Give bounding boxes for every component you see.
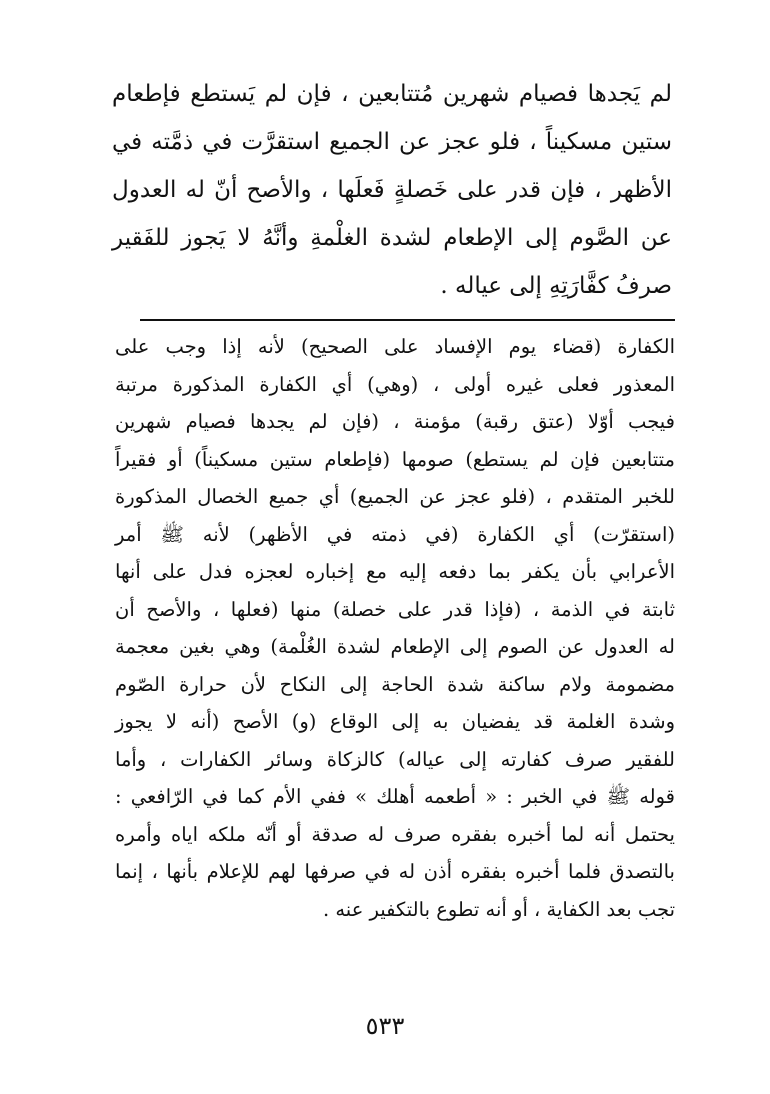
main-text-line: ستين مسكيناً ، فلو عجز عن الجميع استقرَّت في ذمَّته في xyxy=(112,129,672,155)
commentary-line: مضمومة ولام ساكنة شدة الحاجة إلى النكاح لأن حرارة الصّوم xyxy=(115,672,675,696)
commentary-line: للخبر المتقدم ، (فلو عجز عن الجميع) أي جميع الخصال المذكورة xyxy=(115,485,675,508)
commentary-line: تجب بعد الكفاية ، أو أنه تطوع بالتكفير عنه . xyxy=(322,897,675,921)
separator-rule xyxy=(140,319,675,321)
commentary-line: له العدول عن الصوم إلى الإطعام لشدة الغُلْمة) وهي بغين معجمة xyxy=(115,635,675,658)
main-text-line: الأظهر ، فإن قدر على خَصلةٍ فَعلَها ، والأصح أنّ له العدول xyxy=(112,177,672,203)
main-text xyxy=(112,70,672,310)
commentary-line: وشدة الغلمة قد يفضيان به إلى الوقاع (و) الأصح (أنه لا يجوز xyxy=(115,710,675,733)
commentary-line: قوله ﷺ في الخبر : « أطعمه أهلك » ففي الأم كما في الرّافعي : xyxy=(115,785,675,808)
main-text-line: صرفُ كفَّارَتِهِ إلى عياله . xyxy=(440,273,672,299)
commentary-line: الكفارة (قضاء يوم الإفساد على الصحيح) لأنه إذا وجب على xyxy=(115,335,675,358)
commentary-line: يحتمل أنه لما أخبره بفقره صرف له صدقة أو أنّه ملكه اياه وأمره xyxy=(115,822,675,846)
commentary-line: متتابعين فإن لم يستطع) صومها (فإطعام ستين مسكيناً) أو فقيراً xyxy=(115,447,675,471)
commentary-line: للفقير صرف كفارته إلى عياله) كالزكاة وسائر الكفارات ، وأما xyxy=(115,747,675,771)
commentary-text xyxy=(115,328,675,928)
commentary-line: بالتصدق فلما أخبره بفقره أذن له في صرفها لهم للإعلام بأنها ، إنما xyxy=(115,860,675,883)
commentary-line: الأعرابي بأن يكفر بما دفعه إليه مع إخباره لعجزه فدل على أنها xyxy=(115,560,675,583)
commentary-line: المعذور فعلى غيره أولى ، (وهي) أي الكفارة المذكورة مرتبة xyxy=(115,372,675,396)
commentary-line: ثابتة في الذمة ، (فإذا قدر على خصلة) منها (فعلها ، والأصح أن xyxy=(115,597,675,621)
main-text-line: عن الصَّوم إلى الإطعام لشدة الغلْمةِ وأنَّهُ لا يَجوز للفَقير xyxy=(112,225,672,251)
main-text-line: لم يَجدها فصيام شهرين مُتتابعين ، فإن لم يَستطع فإطعام xyxy=(112,81,672,107)
commentary-line: فيجب أوّلا (عتق رقبة) مؤمنة ، (فإن لم يجدها فصيام شهرين xyxy=(115,410,675,433)
commentary-line: (استقرّت) أي الكفارة (في ذمته في الأظهر) لأنه ﷺ أمر xyxy=(115,522,675,546)
page-number: ٥٣٣ xyxy=(365,1012,405,1040)
